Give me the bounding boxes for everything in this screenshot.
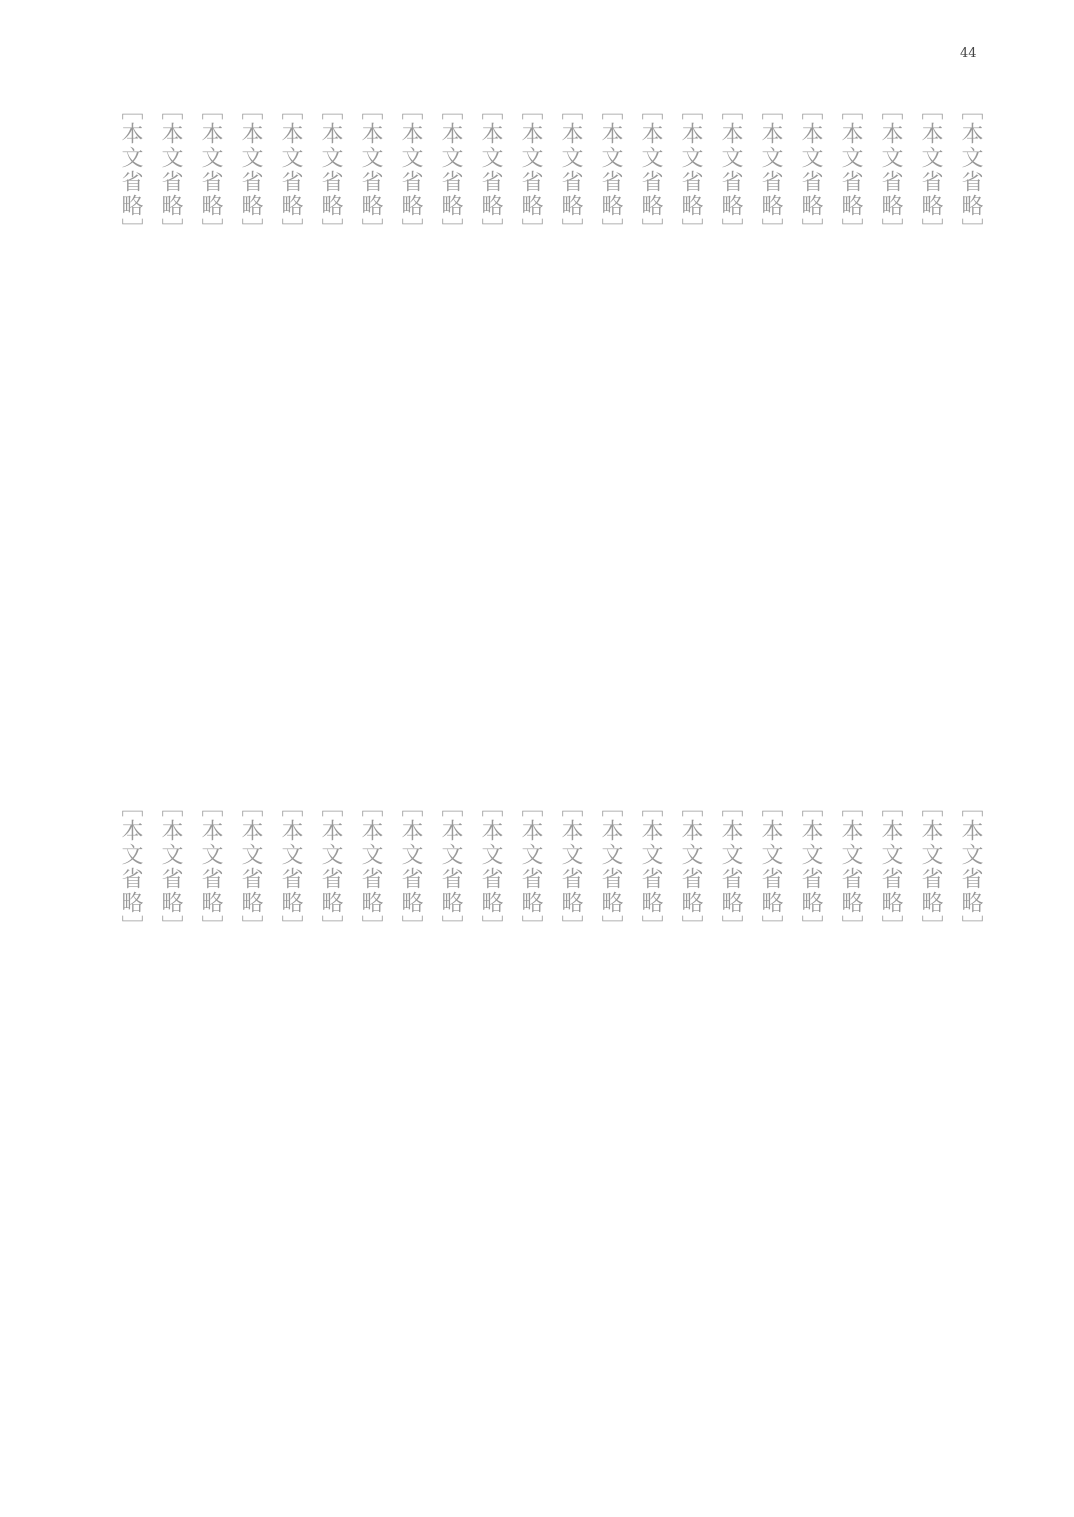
text-column: ［本文省略］ [478, 98, 503, 242]
text-column: ［本文省略］ [518, 98, 543, 242]
text-column: ［本文省略］ [318, 795, 343, 939]
text-column: ［本文省略］ [238, 795, 263, 939]
text-column: ［本文省略］ [638, 98, 663, 242]
text-column: ［本文省略］ [838, 795, 863, 939]
text-column: ［本文省略］ [558, 795, 583, 939]
text-column: ［本文省略］ [398, 98, 423, 242]
text-column: ［本文省略］ [758, 795, 783, 939]
text-column: ［本文省略］ [838, 98, 863, 242]
text-column: ［本文省略］ [798, 98, 823, 242]
text-column: ［本文省略］ [118, 98, 143, 242]
text-column: ［本文省略］ [398, 795, 423, 939]
text-column: ［本文省略］ [878, 795, 903, 939]
text-column: ［本文省略］ [118, 795, 143, 939]
text-column: ［本文省略］ [518, 795, 543, 939]
text-column: ［本文省略］ [478, 795, 503, 939]
text-column: ［本文省略］ [238, 98, 263, 242]
page-number: 44 [960, 46, 977, 61]
text-block-top [85, 98, 990, 718]
text-column: ［本文省略］ [198, 795, 223, 939]
text-column: ［本文省略］ [358, 795, 383, 939]
text-column: ［本文省略］ [158, 795, 183, 939]
text-column: ［本文省略］ [678, 795, 703, 939]
text-column: ［本文省略］ [758, 98, 783, 242]
text-column: ［本文省略］ [678, 98, 703, 242]
text-column: ［本文省略］ [558, 98, 583, 242]
text-column: ［本文省略］ [438, 795, 463, 939]
text-block-bottom [85, 795, 990, 1415]
text-column: ［本文省略］ [958, 795, 983, 939]
text-column: ［本文省略］ [598, 98, 623, 242]
text-column: ［本文省略］ [158, 98, 183, 242]
text-column: ［本文省略］ [278, 98, 303, 242]
text-column: ［本文省略］ [198, 98, 223, 242]
text-column: ［本文省略］ [638, 795, 663, 939]
text-column: ［本文省略］ [598, 795, 623, 939]
text-column: ［本文省略］ [918, 98, 943, 242]
text-column: ［本文省略］ [798, 795, 823, 939]
text-column: ［本文省略］ [718, 795, 743, 939]
text-column: ［本文省略］ [358, 98, 383, 242]
text-column: ［本文省略］ [878, 98, 903, 242]
text-column: ［本文省略］ [958, 98, 983, 242]
text-column: ［本文省略］ [438, 98, 463, 242]
text-column: ［本文省略］ [918, 795, 943, 939]
text-column: ［本文省略］ [278, 795, 303, 939]
text-column: ［本文省略］ [318, 98, 343, 242]
text-column: ［本文省略］ [718, 98, 743, 242]
